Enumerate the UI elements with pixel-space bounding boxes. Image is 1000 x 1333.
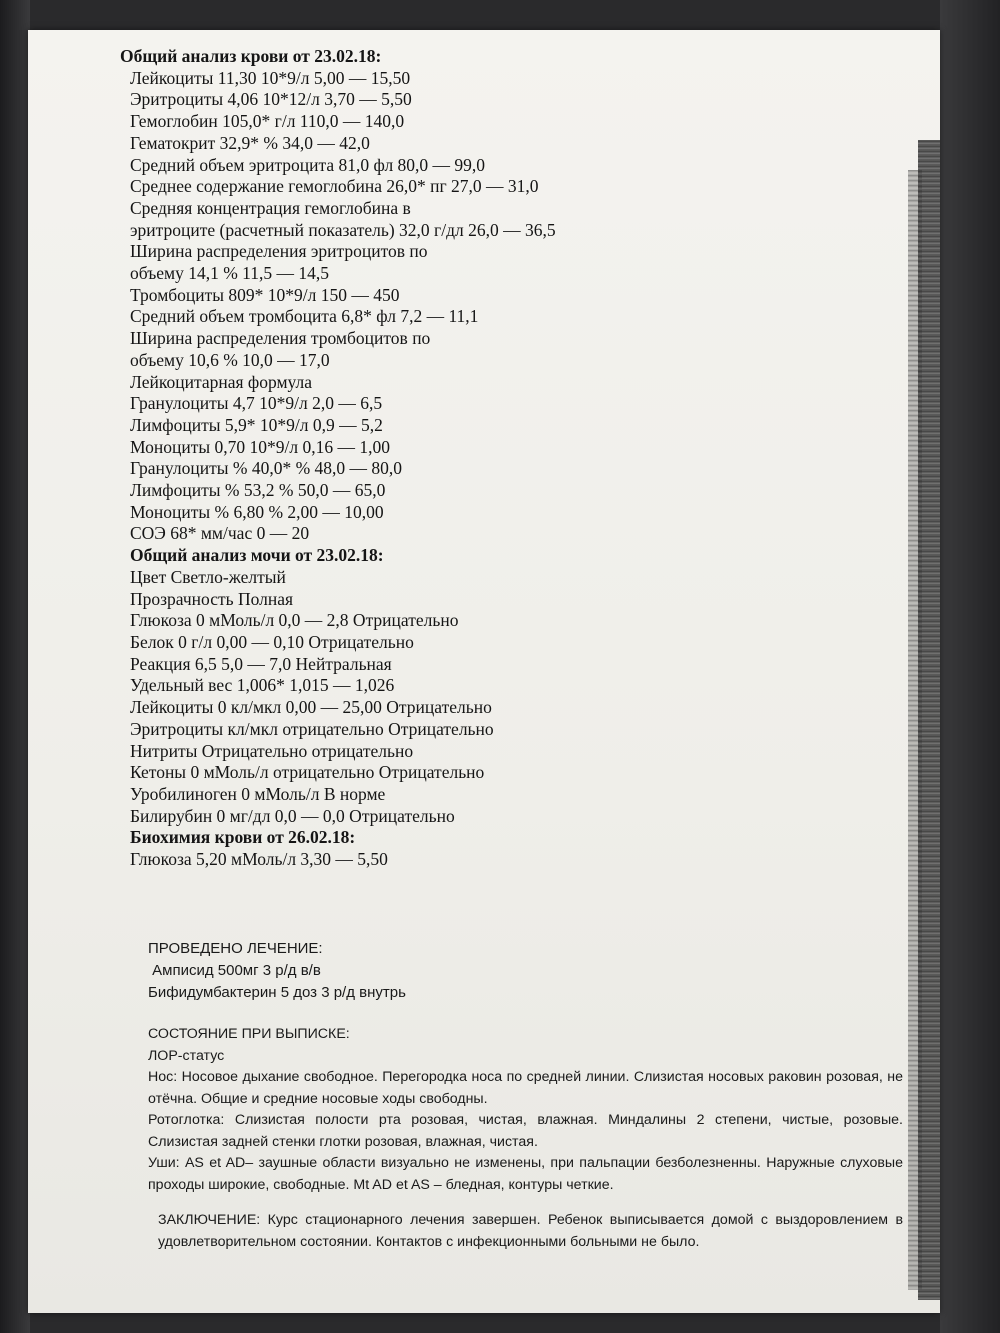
blood-test-header: Общий анализ крови от 23.02.18:	[120, 46, 382, 66]
blood-row: Средний объем тромбоцита 6,8* фл 7,2 — 11,1	[130, 306, 479, 327]
desk-background-left	[0, 0, 30, 1333]
treatment-section	[148, 938, 406, 1004]
blood-row: СОЭ 68* мм/час 0 — 20	[130, 523, 310, 544]
desk-background-right	[940, 0, 1000, 1333]
throat-paragraph: Ротоглотка: Слизистая полости рта розовая, чистая, влажная. Миндалины 2 степени, чистые, розовые. Слизистая задней стенки глотки розовая, влажная, чистая.	[148, 1112, 903, 1150]
blood-row: Гранулоциты % 40,0* % 48,0 — 80,0	[130, 458, 403, 479]
urine-row: Кетоны 0 мМоль/л отрицательно Отрицательно	[130, 762, 485, 783]
blood-row: Лейкоциты 11,30 10*9/л 5,00 — 15,50	[130, 67, 411, 88]
urine-row: Билирубин 0 мг/дл 0,0 — 0,0 Отрицательно	[130, 805, 455, 826]
blood-row: Моноциты 0,70 10*9/л 0,16 — 1,00	[130, 436, 390, 457]
urine-test-rows	[120, 567, 556, 827]
biochem-row: Глюкоза 5,20 мМоль/л 3,30 — 5,50	[130, 849, 388, 870]
urine-row: Удельный вес 1,006* 1,015 — 1,026	[130, 675, 395, 696]
blood-row: Тромбоциты 809* 10*9/л 150 — 450	[130, 284, 400, 305]
urine-row: Нитриты Отрицательно отрицательно	[130, 740, 414, 761]
urine-row: Белок 0 г/л 0,00 — 0,10 Отрицательно	[130, 631, 414, 652]
blood-row: Лейкоцитарная формула	[130, 371, 313, 392]
urine-row: Лейкоциты 0 кл/мкл 0,00 — 25,00 Отрицательно	[130, 697, 492, 718]
discharge-status-section	[148, 1024, 903, 1196]
nose-paragraph: Нос: Носовое дыхание свободное. Перегородка носа по средней линии. Слизистая носовых раковин розовая, не отёчна. Общие и средние носовые ходы свободны.	[148, 1069, 903, 1107]
blood-row: объему 14,1 % 11,5 — 14,5	[130, 263, 330, 284]
blood-row: эритроците (расчетный показатель) 32,0 г/дл 26,0 — 36,5	[130, 219, 556, 240]
blood-row: Среднее содержание гемоглобина 26,0* пг 27,0 — 31,0	[130, 176, 539, 197]
blood-row: Ширина распределения эритроцитов по	[130, 241, 428, 262]
document-page	[28, 30, 940, 1313]
lab-results	[120, 46, 556, 871]
urine-row: Эритроциты кл/мкл отрицательно Отрицательно	[130, 718, 494, 739]
conclusion-paragraph: ЗАКЛЮЧЕНИЕ: Курс стационарного лечения завершен. Ребенок выписывается домой с выздоровлением в удовлетворительном состоянии. Контактов с инфекционными больными не было.	[158, 1212, 903, 1250]
ears-paragraph: Уши: AS et AD– заушные области визуально не изменены, при пальпации безболезненны. Наружные слуховые проходы широкие, свободные. Mt AD et AS – бледная, контуры четкие.	[148, 1155, 903, 1193]
blood-row: Лимфоциты 5,9* 10*9/л 0,9 — 5,2	[130, 414, 383, 435]
urine-row: Цвет Светло-желтый	[130, 566, 286, 587]
blood-row: Средняя концентрация гемоглобина в	[130, 197, 411, 218]
status-header: СОСТОЯНИЕ ПРИ ВЫПИСКЕ:	[148, 1026, 350, 1042]
blood-row: Гематокрит 32,9* % 34,0 — 42,0	[130, 132, 370, 153]
biochemistry-header: Биохимия крови от 26.02.18:	[130, 827, 356, 848]
urine-row: Уробилиноген 0 мМоль/л В норме	[130, 783, 386, 804]
treatment-header: ПРОВЕДЕНО ЛЕЧЕНИЕ:	[148, 940, 323, 957]
urine-row: Реакция 6,5 5,0 — 7,0 Нейтральная	[130, 653, 392, 674]
blood-row: Моноциты % 6,80 % 2,00 — 10,00	[130, 501, 384, 522]
urine-test-header: Общий анализ мочи от 23.02.18:	[130, 545, 384, 566]
blood-row: Гранулоциты 4,7 10*9/л 2,0 — 6,5	[130, 393, 383, 414]
blood-row: объему 10,6 % 10,0 — 17,0	[130, 349, 330, 370]
urine-row: Глюкоза 0 мМоль/л 0,0 — 2,8 Отрицательно	[130, 610, 459, 631]
ent-status-subheader: ЛОР-статус	[148, 1047, 225, 1064]
biochemistry-rows	[120, 849, 556, 871]
urine-row: Прозрачность Полная	[130, 588, 294, 609]
treatment-row: Бифидумбактерин 5 доз 3 р/д внутрь	[148, 984, 406, 1001]
blood-row: Гемоглобин 105,0* г/л 110,0 — 140,0	[130, 111, 405, 132]
blood-row: Средний объем эритроцита 81,0 фл 80,0 — 99,0	[130, 154, 486, 175]
blood-row: Лимфоциты % 53,2 % 50,0 — 65,0	[130, 480, 386, 501]
blood-row: Ширина распределения тромбоцитов по	[130, 328, 431, 349]
blood-row: Эритроциты 4,06 10*12/л 3,70 — 5,50	[130, 89, 412, 110]
treatment-row: Амписид 500мг 3 р/д в/в	[148, 962, 321, 979]
toner-streak-inner	[908, 170, 922, 1290]
blood-test-rows	[120, 68, 556, 545]
